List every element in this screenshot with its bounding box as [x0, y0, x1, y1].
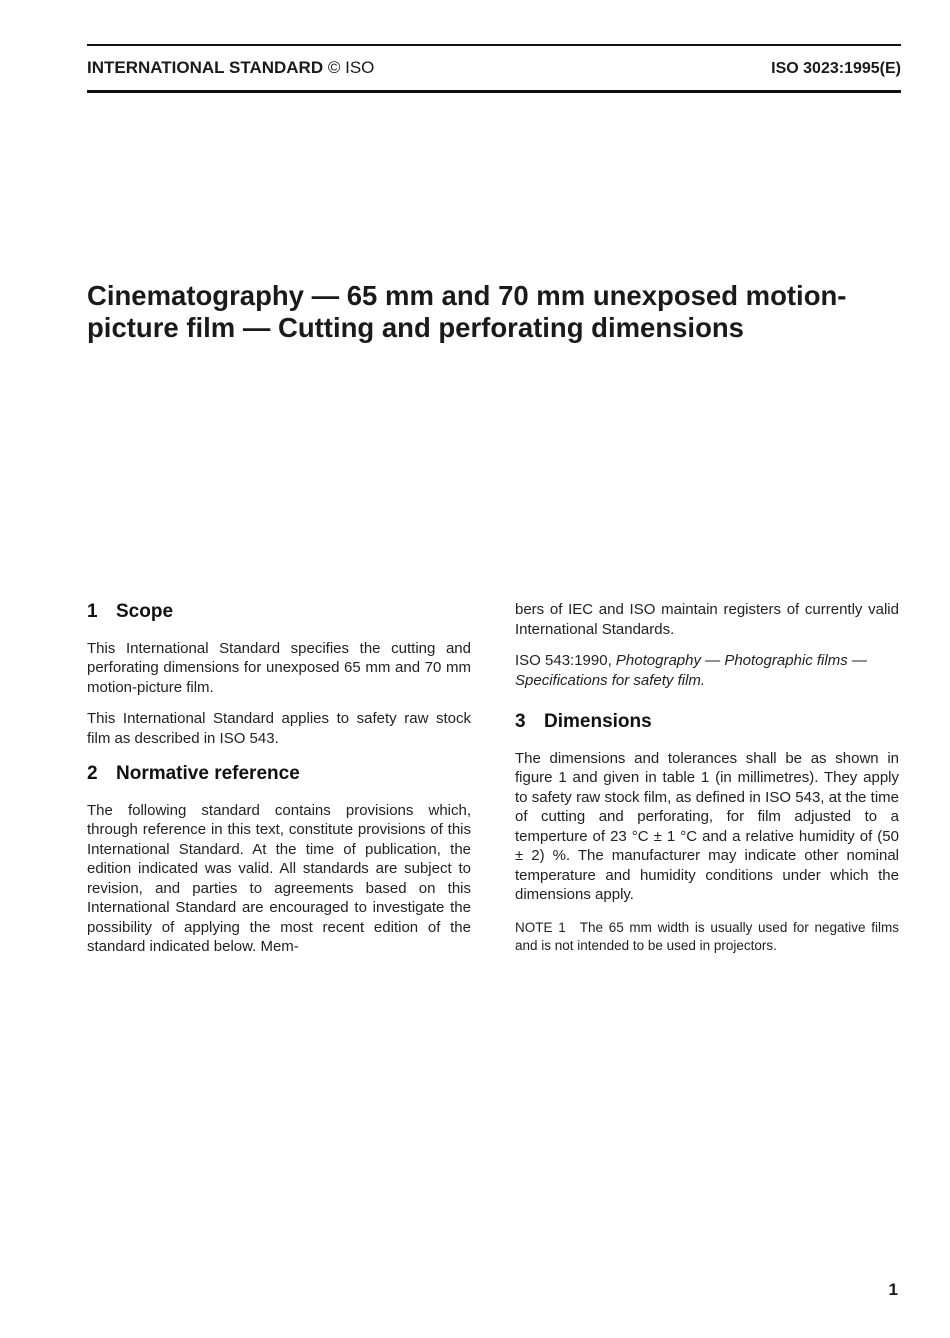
note-text: The 65 mm width is usually used for negative films and is not intended to be used in projectors. — [515, 919, 899, 953]
section-number: 1 — [87, 601, 98, 622]
section-heading-scope — [87, 602, 471, 622]
section-heading-normative-reference — [87, 764, 471, 784]
copyright-iso: © ISO — [327, 58, 375, 77]
header-standard-label — [87, 58, 374, 78]
section-heading-dimensions — [515, 712, 899, 732]
document-title: Cinematography — 65 mm and 70 mm unexposed motion-picture film — Cutting and perforating dimensions — [87, 280, 847, 343]
section-title: Dimensions — [544, 711, 652, 732]
page-number: 1 — [888, 1280, 898, 1299]
left-column — [87, 600, 471, 969]
header-bottom-rule — [87, 90, 901, 93]
normative-paragraph-continued: bers of IEC and ISO maintain registers of currently valid International Standards. — [515, 601, 899, 638]
note-1 — [515, 919, 899, 955]
standard-type: INTERNATIONAL STANDARD — [87, 58, 324, 77]
reference-code: ISO 543:1990, — [515, 652, 612, 669]
header-top-rule — [87, 44, 901, 46]
section-title: Scope — [116, 601, 174, 622]
note-label: NOTE 1 — [515, 919, 566, 935]
section-number: 3 — [515, 711, 526, 732]
section-title: Normative reference — [116, 763, 300, 784]
reference-title: Photography — Photographic films — Specifications for safety film. — [515, 652, 867, 689]
section-number: 2 — [87, 763, 98, 784]
right-column — [515, 600, 899, 955]
normative-paragraph: The following standard contains provisions which, through reference in this text, constitute provisions of this International Standard. At the time of publication, the edition indicated was valid. All standards are subject to revision, and parties to agreements based on this International Standard are encouraged to investigate the possibility of applying the most recent edition of the standard indicated below. Mem- — [87, 801, 471, 955]
scope-paragraph-1: This International Standard specifies the cutting and perforating dimensions for unexposed 65 mm and 70 mm motion-picture film. — [87, 639, 471, 696]
scope-paragraph-2: This International Standard applies to safety raw stock film as described in ISO 543. — [87, 710, 471, 747]
document-id: ISO 3023:1995(E) — [771, 60, 901, 77]
dimensions-paragraph: The dimensions and tolerances shall be as shown in figure 1 and given in table 1 (in millimetres). They apply to safety raw stock film, as defined in ISO 543, at the time of cutting and perforating, for film adjusted to a temperture of 23 °C ± 1 °C and a relative humidity of (50 ± 2) %. The manufacturer may indicate other nominal temperature and humidity conditions under which the dimensions apply. — [515, 749, 899, 903]
normative-reference-entry — [515, 651, 899, 690]
